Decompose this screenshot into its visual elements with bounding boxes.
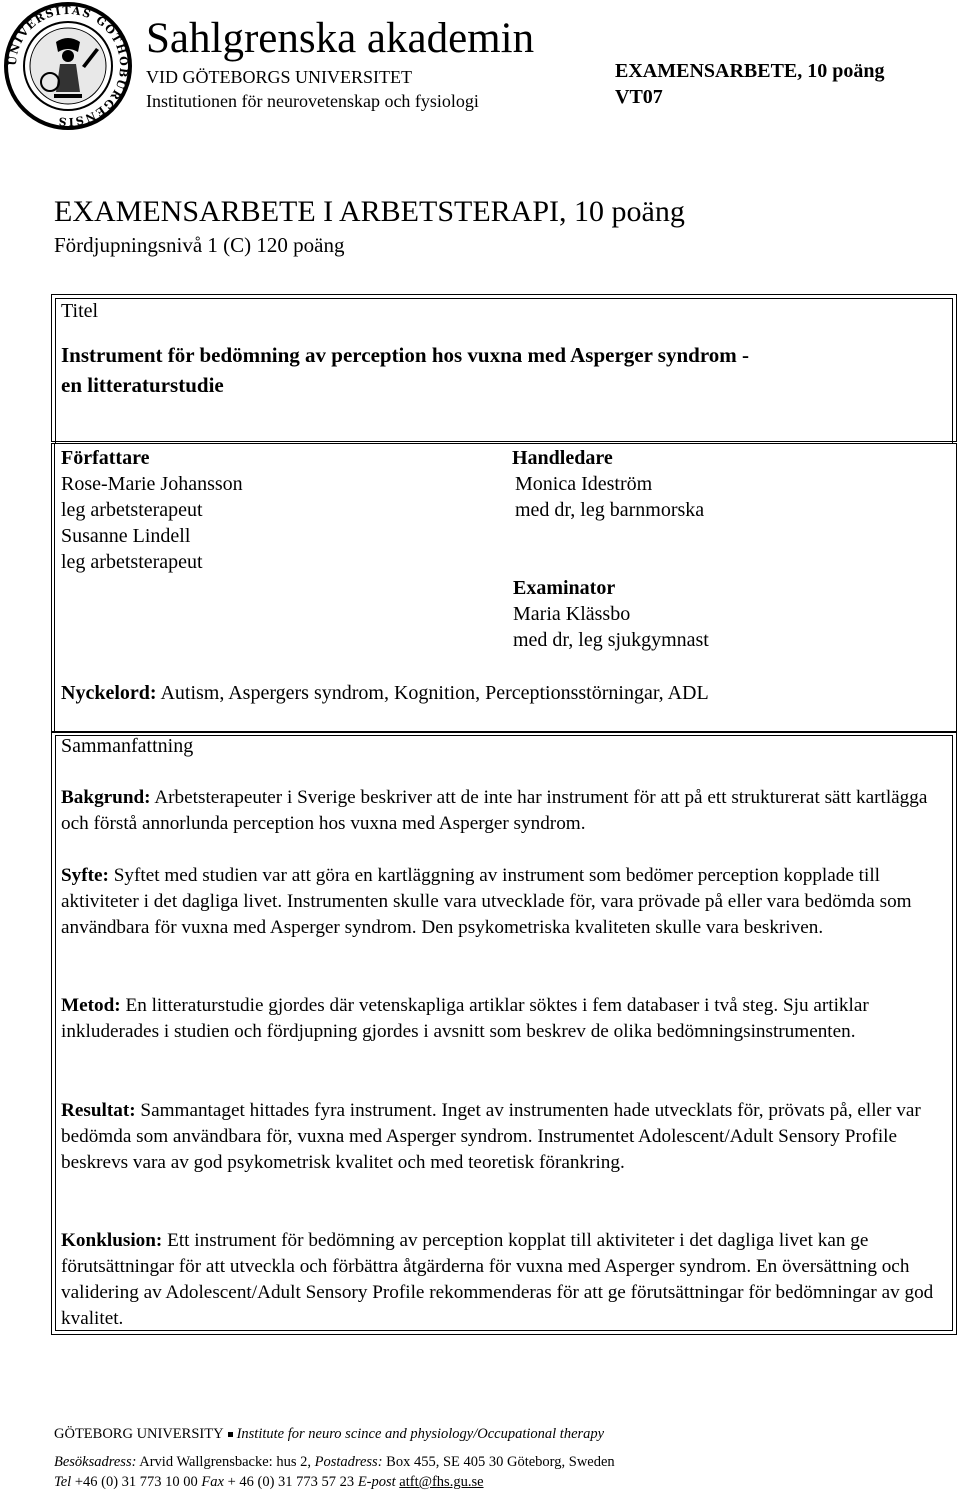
summary-method — [61, 993, 947, 1045]
background-text: Arbetsterapeuter i Sverige beskriver att de inte har instrument för att på ett strukturerat sätt kartlägga och förstå annorlunda perception hos vuxna med Asperger syndrom. — [61, 787, 928, 834]
email-link[interactable]: atft@fhs.gu.se — [399, 1474, 484, 1490]
bullet-square-icon — [228, 1432, 233, 1437]
document-level: Fördjupningsnivå 1 (C) 120 poäng — [54, 233, 345, 257]
visit-address: Arvid Wallgrensbacke: hus 2, — [136, 1454, 315, 1470]
thesis-title-line2: en litteraturstudie — [61, 373, 224, 397]
results-text: Sammantaget hittades fyra instrument. Inget av instrumenten hade utvecklats för, prövats på, eller var bedömda som användbara för, vuxna med Asperger syndrom. Instrumentet Adolescent/Adult Sensory Profile beskrevs vara av god psykometrisk kvalitet och med teoretisk förankring. — [61, 1100, 921, 1173]
footer-department: Occupational therapy — [477, 1426, 605, 1442]
aim-label: Syfte: — [61, 865, 109, 886]
email-label: E-post — [357, 1474, 396, 1490]
post-address: Box 455, SE 405 30 Göteborg, Sweden — [382, 1454, 615, 1470]
fax-label: Fax — [201, 1474, 224, 1490]
supervisor-title: med dr, leg barnmorska — [515, 499, 705, 521]
fax-number: + 46 (0) 31 773 57 23 — [223, 1474, 358, 1490]
keywords-label: Nyckelord: — [61, 682, 157, 704]
authors-label: Författare — [61, 447, 150, 469]
header-right — [615, 58, 885, 110]
header-term: VT07 — [615, 86, 663, 108]
examiner-label: Examinator — [513, 577, 616, 599]
aim-text: Syftet med studien var att göra en kartläggning av instrument som bedömer perception kopplade till aktiviteter i det dagliga livet. Instrumenten skulle vara utvecklade för, vara prövade på eller vara bedömda som användbara för vuxna med Asperger syndrom. Den psykometriska kvaliteten skulle vara beskriven. — [61, 865, 912, 938]
header-course: EXAMENSARBETE, 10 poäng — [615, 60, 885, 82]
document-title: EXAMENSARBETE I ARBETSTERAPI, 10 poäng — [54, 195, 685, 228]
thesis-title — [61, 340, 941, 400]
author-line: leg arbetsterapeut — [61, 499, 203, 521]
background-label: Bakgrund: — [61, 787, 151, 808]
institution-name: Institutionen för neurovetenskap och fysiologi — [146, 91, 479, 111]
title-label: Titel — [61, 300, 99, 322]
summary-conclusion — [61, 1228, 947, 1332]
supervisor-label: Handledare — [512, 447, 613, 469]
supervisor-name: Monica Ideström — [515, 473, 653, 495]
examiner-name: Maria Klässbo — [513, 603, 631, 625]
results-label: Resultat: — [61, 1100, 136, 1121]
summary-heading: Sammanfattning — [61, 735, 194, 757]
author-line: Rose-Marie Johansson — [61, 473, 243, 495]
people-box-inner-line — [54, 443, 57, 733]
summary-aim — [61, 863, 947, 941]
author-line: Susanne Lindell — [61, 525, 191, 547]
method-label: Metod: — [61, 995, 121, 1016]
conclusion-text: Ett instrument för bedömning av perception kopplat till aktiviteter i det dagliga livet kan ge förutsättningar för att utveckla och förbättra åtgärderna för vuxna med Asperger syndrom. En översättning och validering av Adolescent/Adult Sensory Profile rekommenderas för att ge förutsättningar för bedömningar av god kvalitet. — [61, 1230, 934, 1329]
thesis-title-line1: Instrument för bedömning av perception hos vuxna med Asperger syndrom - — [61, 343, 749, 367]
footer-uni-name: GÖTEBORG UNIVERSITY — [54, 1426, 224, 1442]
footer-address — [54, 1452, 615, 1472]
university-subtitle: VID GÖTEBORGS UNIVERSITET — [146, 67, 412, 87]
tel-label: Tel — [54, 1474, 72, 1490]
summary-background — [61, 785, 947, 837]
footer-contact — [54, 1472, 484, 1492]
examiner-title: med dr, leg sjukgymnast — [513, 629, 709, 651]
svg-text:UNIVERSITAS GOTHOBURGENSIS: UNIVERSITAS GOTHOBURGENSIS — [5, 3, 131, 129]
method-text: En litteraturstudie gjordes där vetenskapliga artiklar söktes i fem databaser i två steg. Sju artiklar inkluderades i studien och fördjupning gjordes i avsnitt som beskrev de olika bedömningsinstrumenten. — [61, 995, 869, 1042]
university-name: Sahlgrenska akademin — [146, 15, 535, 62]
post-label: Postadress: — [314, 1454, 383, 1470]
keywords-value: Autism, Aspergers syndrom, Kognition, Perceptionsstörningar, ADL — [156, 682, 709, 704]
university-seal-logo — [2, 2, 134, 130]
author-line: leg arbetsterapeut — [61, 551, 203, 573]
footer-institute: Institute for neuro scince and physiology/ — [236, 1426, 478, 1442]
footer-university — [54, 1424, 604, 1444]
keywords — [61, 680, 709, 706]
visit-label: Besöksadress: — [54, 1454, 137, 1470]
summary-results — [61, 1098, 947, 1176]
conclusion-label: Konklusion: — [61, 1230, 163, 1251]
tel-number: +46 (0) 31 773 10 00 — [71, 1474, 202, 1490]
